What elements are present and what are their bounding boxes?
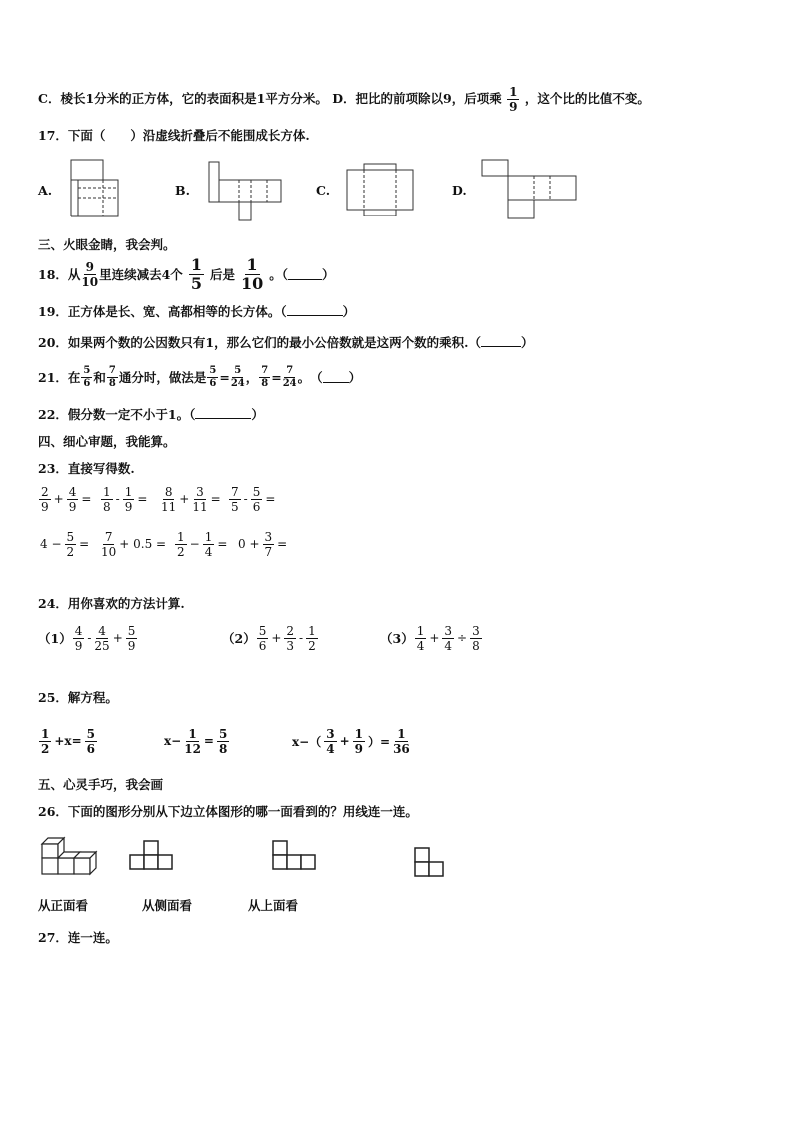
q25-equation-2: [162, 722, 230, 760]
q16-option-d-a: D．把比的前项除以9，后项乘: [332, 91, 502, 106]
view-label-top: 从上面看: [248, 898, 299, 913]
q20-text: 20．如果两个数的公因数只有1，那么它们的最小公倍数就是这两个数的乘积.（: [38, 335, 481, 350]
expression-prefix: 4 −: [40, 537, 62, 551]
equals-sign: =: [210, 492, 221, 506]
q18-text-c: 后是: [209, 267, 235, 282]
q24-part-1: [38, 620, 138, 656]
q25-stem: 25．解方程。: [38, 690, 118, 705]
operator: +: [271, 631, 282, 645]
fraction: $\frac{1}{9}$: [509, 85, 518, 114]
q19-text: 19．正方体是长、宽、高都相等的长方体。（: [38, 304, 287, 319]
cube-stack-3d: [38, 834, 102, 880]
q23-item: [228, 483, 277, 515]
fraction: $\frac{8}{11}$: [161, 484, 177, 514]
fraction: $\frac{5}{9}$: [127, 623, 136, 653]
fraction: $\frac{2}{3}$: [286, 623, 295, 653]
fraction: $\frac{5}{6}$: [252, 484, 261, 514]
fraction: $\frac{3}{7}$: [264, 529, 273, 559]
q21-text-b: 和: [93, 370, 106, 385]
q25-equation-1: [38, 722, 98, 760]
section-3-heading: 三、火眼金睛，我会判。: [38, 237, 176, 252]
q16-option-c: C．棱长1分米的正方体，它的表面积是1平方分米。: [38, 91, 328, 106]
q23-item: [100, 483, 149, 515]
equals-sign: =: [277, 537, 288, 551]
view-shape-2: [270, 838, 322, 878]
q24-part-2: [222, 620, 319, 656]
q23-stem: 23．直接写得数.: [38, 461, 135, 476]
q16-option-line: [38, 86, 650, 113]
operator: -: [243, 492, 248, 506]
fraction: $\frac{9}{10}$: [81, 259, 99, 289]
q23-item: [236, 527, 289, 561]
net-diagram-b: [205, 160, 285, 222]
q21-text-e: 。 （: [297, 370, 323, 385]
operator: +: [339, 734, 350, 748]
q17-stem: 17．下面（ ）沿虚线折叠后不能围成长方体.: [38, 128, 310, 143]
fraction: $\frac{5}{6}$: [86, 726, 95, 756]
operator: ÷: [457, 631, 468, 645]
net-diagram-a: [68, 158, 124, 220]
q22-close: ）: [251, 407, 264, 422]
equals-sign: =: [271, 369, 282, 385]
equals-sign: =: [79, 537, 90, 551]
fraction: $\frac{1}{36}$: [393, 726, 410, 756]
fraction: $\frac{3}{4}$: [326, 726, 335, 756]
operator: +: [179, 492, 190, 506]
q21-text-c: 通分时，做法是: [118, 370, 207, 385]
fraction: $\frac{1}{5}$: [190, 254, 202, 293]
fraction: $\frac{5}{6}$: [83, 364, 91, 389]
fraction: $\frac{7}{10}$: [101, 529, 117, 559]
fraction: $\frac{4}{25}$: [94, 623, 110, 653]
q22-text: 22．假分数一定不小于1。（: [38, 407, 196, 422]
fraction: $\frac{7}{24}$: [282, 364, 297, 389]
fraction: $\frac{1}{4}$: [204, 529, 213, 559]
q18-text-a: 18．从: [38, 267, 81, 282]
q17-option-c[interactable]: C.: [316, 183, 331, 198]
equals-sign: =: [137, 492, 148, 506]
q27-stem: 27．连一连。: [38, 930, 118, 945]
view-label-front: 从正面看: [38, 898, 89, 913]
q20: [38, 333, 533, 351]
fraction: $\frac{1}{12}$: [184, 726, 201, 756]
operator: -: [299, 631, 304, 645]
operator: +: [53, 492, 64, 506]
q19-close: ）: [342, 304, 356, 319]
fraction: $\frac{1}{2}$: [41, 726, 50, 756]
operator: -: [115, 492, 120, 506]
fraction: $\frac{1}{2}$: [308, 623, 316, 653]
operator: -: [87, 631, 92, 645]
q22: [38, 405, 264, 423]
fraction: $\frac{2}{9}$: [41, 484, 49, 514]
fraction: $\frac{3}{11}$: [192, 484, 208, 514]
view-shape-1: [128, 838, 176, 878]
fraction: $\frac{1}{2}$: [177, 529, 185, 559]
net-diagram-d: [478, 158, 580, 222]
answer-blank[interactable]: [323, 371, 349, 383]
equals-sign: =: [217, 537, 228, 551]
fraction: $\frac{4}{9}$: [68, 484, 77, 514]
answer-blank[interactable]: [288, 268, 322, 280]
fraction: $\frac{7}{8}$: [108, 364, 116, 389]
fraction: $\frac{1}{4}$: [416, 623, 425, 653]
section-5-heading: 五、心灵手巧，我会画: [38, 777, 164, 792]
q21-close: ）: [348, 370, 362, 385]
q20-close: ）: [520, 335, 534, 350]
q17-option-b[interactable]: B.: [175, 183, 190, 198]
fraction: $\frac{1}{8}$: [103, 484, 111, 514]
operator: +: [112, 631, 123, 645]
fraction: $\frac{1}{9}$: [124, 484, 133, 514]
q24-stem: 24．用你喜欢的方法计算.: [38, 596, 185, 611]
q18-text-e: 。（: [269, 267, 288, 282]
equals-sign: =: [81, 492, 92, 506]
q18: [38, 256, 335, 292]
q25-equation-3: [290, 722, 411, 760]
equation-prefix: x−（: [292, 734, 322, 749]
equation-prefix: x−: [164, 734, 182, 748]
fraction: $\frac{7}{8}$: [261, 364, 269, 389]
comma: ，: [245, 370, 259, 385]
q26-stem: 26．下面的图形分别从下边立体图形的哪一面看到的？用线连一连。: [38, 804, 418, 819]
q18-close: ）: [322, 267, 335, 282]
fraction: $\frac{5}{2}$: [66, 529, 75, 559]
net-diagram-c: [344, 162, 416, 216]
q17-option-d[interactable]: D.: [452, 183, 467, 198]
fraction: $\frac{5}{6}$: [258, 623, 267, 653]
operator: +: [429, 631, 440, 645]
part-label: （1）: [38, 631, 72, 646]
equation-middle: ）=: [368, 734, 391, 749]
fraction: $\frac{4}{9}$: [74, 623, 83, 653]
fraction: $\frac{5}{8}$: [218, 726, 228, 756]
expression-suffix: + 0.5 =: [119, 537, 167, 551]
fraction: $\frac{5}{24}$: [230, 364, 245, 389]
q23-item: [38, 527, 91, 561]
fraction: $\frac{3}{4}$: [444, 623, 453, 653]
fraction: $\frac{1}{9}$: [354, 726, 363, 756]
operator: −: [189, 537, 200, 551]
q23-item: [174, 527, 229, 561]
q24-part-3: [380, 620, 483, 656]
answer-blank[interactable]: [195, 407, 251, 419]
answer-blank[interactable]: [481, 335, 521, 347]
part-label: （2）: [222, 631, 256, 646]
q18-text-b: 里连续减去4个: [99, 267, 183, 282]
q23-item: [160, 483, 223, 515]
q21: [38, 362, 361, 392]
expression-prefix: 0 +: [238, 537, 260, 551]
q16-option-d-b: ，这个比的比值不变。: [524, 91, 650, 106]
equation-middle: =: [203, 734, 214, 748]
q17-option-a[interactable]: A.: [38, 183, 53, 198]
equals-sign: =: [265, 492, 276, 506]
q23-item: [100, 527, 168, 561]
fraction: $\frac{7}{5}$: [231, 484, 239, 514]
fraction: $\frac{5}{6}$: [209, 364, 217, 389]
q23-item: [38, 483, 93, 515]
equation-middle: +x=: [54, 734, 82, 748]
view-shape-3: [412, 834, 448, 884]
part-label: （3）: [380, 631, 414, 646]
fraction: $\frac{1}{10}$: [240, 254, 264, 293]
answer-blank[interactable]: [287, 304, 343, 316]
equals-sign: =: [219, 369, 230, 385]
fraction: $\frac{3}{8}$: [472, 623, 480, 653]
section-4-heading: 四、细心审题，我能算。: [38, 434, 176, 449]
q19: [38, 302, 355, 320]
q21-text-a: 21．在: [38, 370, 81, 385]
view-label-side: 从侧面看: [142, 898, 193, 913]
